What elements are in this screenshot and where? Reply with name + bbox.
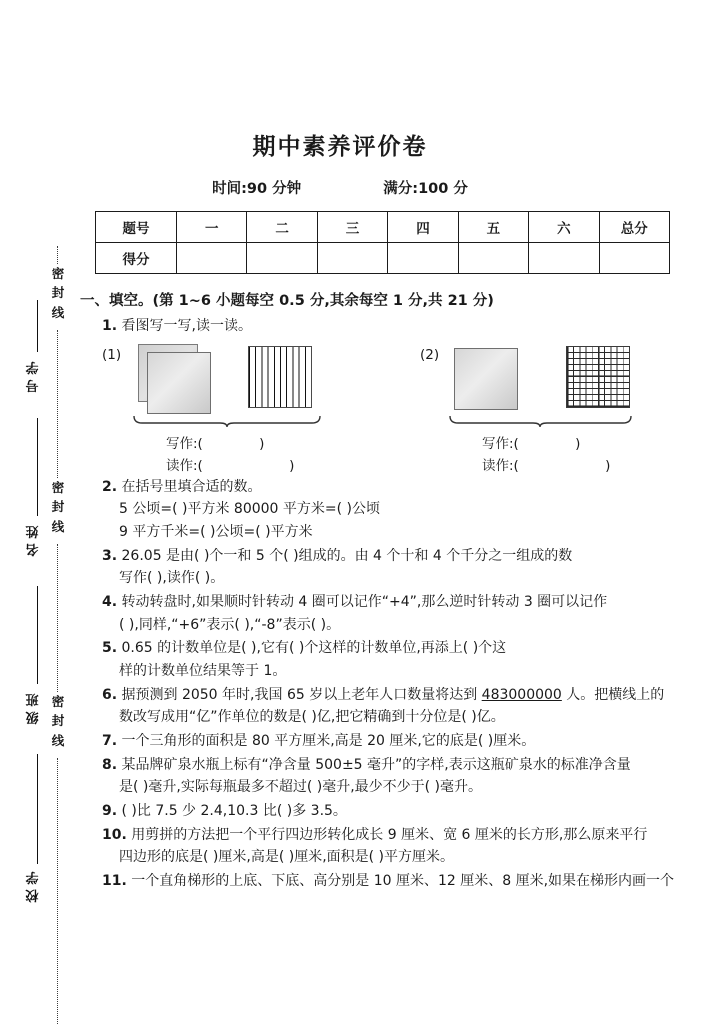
field-rule-xingming — [37, 418, 38, 516]
score-cell-1[interactable] — [177, 243, 247, 274]
seal-char: 封 — [51, 285, 65, 301]
question-7 — [80, 730, 713, 753]
field-rule-banji — [37, 586, 38, 684]
field-label-char: 校 — [25, 887, 39, 903]
question-1-2-write-answer[interactable] — [482, 432, 580, 452]
score-table-row-label: 题号 — [96, 212, 177, 243]
question-5-number: 5. — [102, 640, 118, 657]
table-row-header — [96, 212, 670, 243]
question-6 — [80, 684, 713, 729]
question-6-line-1-pre: 据预测到 2050 年时,我国 65 岁以上老年人口数量将达到 — [121, 686, 482, 703]
hundredths-grid-icon — [566, 346, 630, 408]
score-table-col-total: 总分 — [599, 212, 669, 243]
page-title: 期中素养评价卷 — [252, 134, 428, 160]
figure-group-1-label: (1) — [102, 346, 122, 363]
brace-group-1 — [132, 414, 322, 427]
score-table — [95, 211, 670, 274]
question-2-line-2[interactable]: 9 平方千米=( )公顷=( )平方米 — [119, 524, 313, 541]
field-label-xuehao — [22, 358, 42, 393]
question-7-line-1[interactable]: 一个三角形的面积是 80 平方厘米,高是 20 厘米,它的底是( )厘米。 — [121, 733, 536, 750]
score-table-col-4: 四 — [388, 212, 458, 243]
question-7-number: 7. — [102, 733, 118, 750]
question-1-1-read-answer[interactable] — [166, 454, 294, 474]
question-3-number: 3. — [102, 547, 118, 564]
question-9 — [80, 800, 713, 823]
question-3 — [80, 545, 713, 590]
question-2 — [80, 476, 713, 544]
brace-group-2 — [448, 414, 633, 427]
question-9-line-1[interactable]: ( )比 7.5 少 2.4,10.3 比( )多 3.5。 — [121, 803, 347, 820]
seal-word-2 — [49, 478, 67, 536]
question-9-number: 9. — [102, 803, 118, 820]
score-cell-4[interactable] — [388, 243, 458, 274]
question-1-1-write-answer[interactable] — [166, 432, 264, 452]
seal-dotted-line — [57, 544, 58, 692]
unit-square-icon — [454, 348, 518, 410]
question-8-line-2[interactable]: 是( )毫升,实际每瓶最多不超过( )毫升,最少不少于( )毫升。 — [119, 779, 483, 796]
write-label: 写作:( — [166, 435, 203, 452]
write-label: 写作:( — [482, 435, 519, 452]
seal-dotted-line — [57, 330, 58, 478]
score-table-col-3: 三 — [317, 212, 387, 243]
field-label-xingming — [22, 522, 42, 557]
question-2-number: 2. — [102, 478, 118, 495]
exam-time: 时间:90 分钟 — [212, 181, 302, 197]
field-rule-xuehao — [37, 300, 38, 352]
questions-container — [80, 289, 713, 894]
seal-char: 封 — [51, 499, 65, 515]
question-1-2-read-answer[interactable] — [482, 454, 610, 474]
write-close-paren: ) — [259, 435, 265, 452]
field-label-char: 学 — [25, 869, 39, 885]
seal-char: 密 — [51, 480, 65, 495]
question-10-line-1: 用剪拼的方法把一个平行四边形转化成长 9 厘米、宽 6 厘米的长方形,那么原来平行 — [131, 826, 648, 843]
seal-char: 封 — [51, 713, 65, 729]
seal-dotted-line — [57, 246, 58, 264]
field-label-char: 学 — [25, 359, 39, 375]
question-5 — [80, 637, 713, 682]
read-close-paren: ) — [289, 457, 295, 474]
seal-word-3 — [49, 692, 67, 750]
question-8-line-1: 某品牌矿泉水瓶上标有“净含量 500±5 毫升”的字样,表示这瓶矿泉水的标准净含量 — [121, 756, 631, 773]
question-10-line-2[interactable]: 四边形的底是( )厘米,高是( )厘米,面积是( )平方厘米。 — [119, 849, 455, 866]
field-label-char: 姓 — [25, 523, 39, 539]
question-4 — [80, 591, 713, 636]
question-2-line-1[interactable]: 5 公顷=( )平方米 80000 平方米=( )公顷 — [119, 501, 381, 518]
score-cell-total[interactable] — [599, 243, 669, 274]
score-table-col-2: 二 — [247, 212, 317, 243]
question-3-line-1[interactable]: 26.05 是由( )个一和 5 个( )组成的。由 4 个十和 4 个千分之一组成的数 — [121, 547, 573, 564]
exam-page — [80, 0, 713, 1024]
table-row-score — [96, 243, 670, 274]
question-5-line-1[interactable]: 0.65 的计数单位是( ),它有( )个这样的计数单位,再添上( )个这 — [121, 640, 507, 657]
score-cell-5[interactable] — [458, 243, 528, 274]
sealing-margin — [0, 0, 80, 1024]
score-table-col-5: 五 — [458, 212, 528, 243]
question-5-line-2: 样的计数单位结果等于 1。 — [119, 663, 287, 680]
question-2-text: 在括号里填合适的数。 — [121, 478, 262, 495]
field-label-banji — [22, 690, 42, 725]
seal-char: 线 — [51, 518, 65, 534]
question-1-figures — [80, 340, 713, 476]
tenths-shaded-region — [249, 347, 286, 407]
read-close-paren: ) — [605, 457, 611, 474]
question-6-line-2[interactable]: 数改写成用“亿”作单位的数是( )亿,把它精确到十分位是( )亿。 — [119, 709, 505, 726]
question-8 — [80, 754, 713, 799]
question-11-number: 11. — [102, 873, 127, 890]
question-1-text: 看图写一写,读一读。 — [121, 318, 252, 334]
read-label: 读作:( — [166, 457, 203, 474]
exam-full-score: 满分:100 分 — [383, 181, 468, 197]
field-label-char: 班 — [25, 691, 39, 707]
seal-char: 密 — [51, 266, 65, 281]
question-8-number: 8. — [102, 756, 118, 773]
seal-dotted-line — [57, 758, 58, 1024]
figure-group-2-label: (2) — [420, 346, 440, 363]
question-4-number: 4. — [102, 594, 118, 611]
field-label-char: 号 — [25, 377, 39, 393]
unit-square-front-icon — [147, 352, 211, 414]
score-table-col-1: 一 — [177, 212, 247, 243]
question-3-line-2[interactable]: 写作( ),读作( )。 — [119, 570, 225, 587]
field-label-xuexiao — [22, 868, 42, 903]
question-11-line-1: 一个直角梯形的上底、下底、高分别是 10 厘米、12 厘米、8 厘米,如果在梯形内画一个 — [131, 873, 675, 890]
question-4-line-1: 转动转盘时,如果顺时针转动 4 圈可以记作“+4”,那么逆时针转动 3 圈可以记作 — [121, 594, 608, 611]
question-11 — [80, 870, 713, 893]
section-heading-fill-in-blank: 一、填空。(第 1~6 小题每空 0.5 分,其余每空 1 分,共 21 分) — [80, 293, 494, 309]
read-label: 读作:( — [482, 457, 519, 474]
seal-char: 线 — [51, 732, 65, 748]
field-label-char: 名 — [25, 541, 39, 557]
score-table-row-label: 得分 — [96, 243, 177, 274]
tenths-strip-grid-icon — [248, 346, 312, 408]
score-cell-6[interactable] — [529, 243, 599, 274]
seal-char: 密 — [51, 694, 65, 709]
score-table-col-6: 六 — [529, 212, 599, 243]
question-6-number: 6. — [102, 686, 118, 703]
write-close-paren: ) — [575, 435, 581, 452]
field-rule-xuexiao — [37, 754, 38, 864]
score-cell-3[interactable] — [317, 243, 387, 274]
seal-word-1 — [49, 264, 67, 322]
question-1-number: 1. — [102, 318, 118, 334]
seal-char: 线 — [51, 304, 65, 320]
question-6-line-1-post: 人。把横线上的 — [561, 686, 665, 703]
question-10 — [80, 824, 713, 869]
question-10-number: 10. — [102, 826, 127, 843]
score-cell-2[interactable] — [247, 243, 317, 274]
question-1 — [80, 315, 713, 338]
question-4-line-2[interactable]: ( ),同样,“+6”表示( ),“-8”表示( )。 — [119, 616, 341, 633]
field-label-char: 级 — [25, 709, 39, 725]
question-6-underlined-number: 483000000 — [481, 686, 562, 703]
exam-meta — [80, 177, 600, 198]
